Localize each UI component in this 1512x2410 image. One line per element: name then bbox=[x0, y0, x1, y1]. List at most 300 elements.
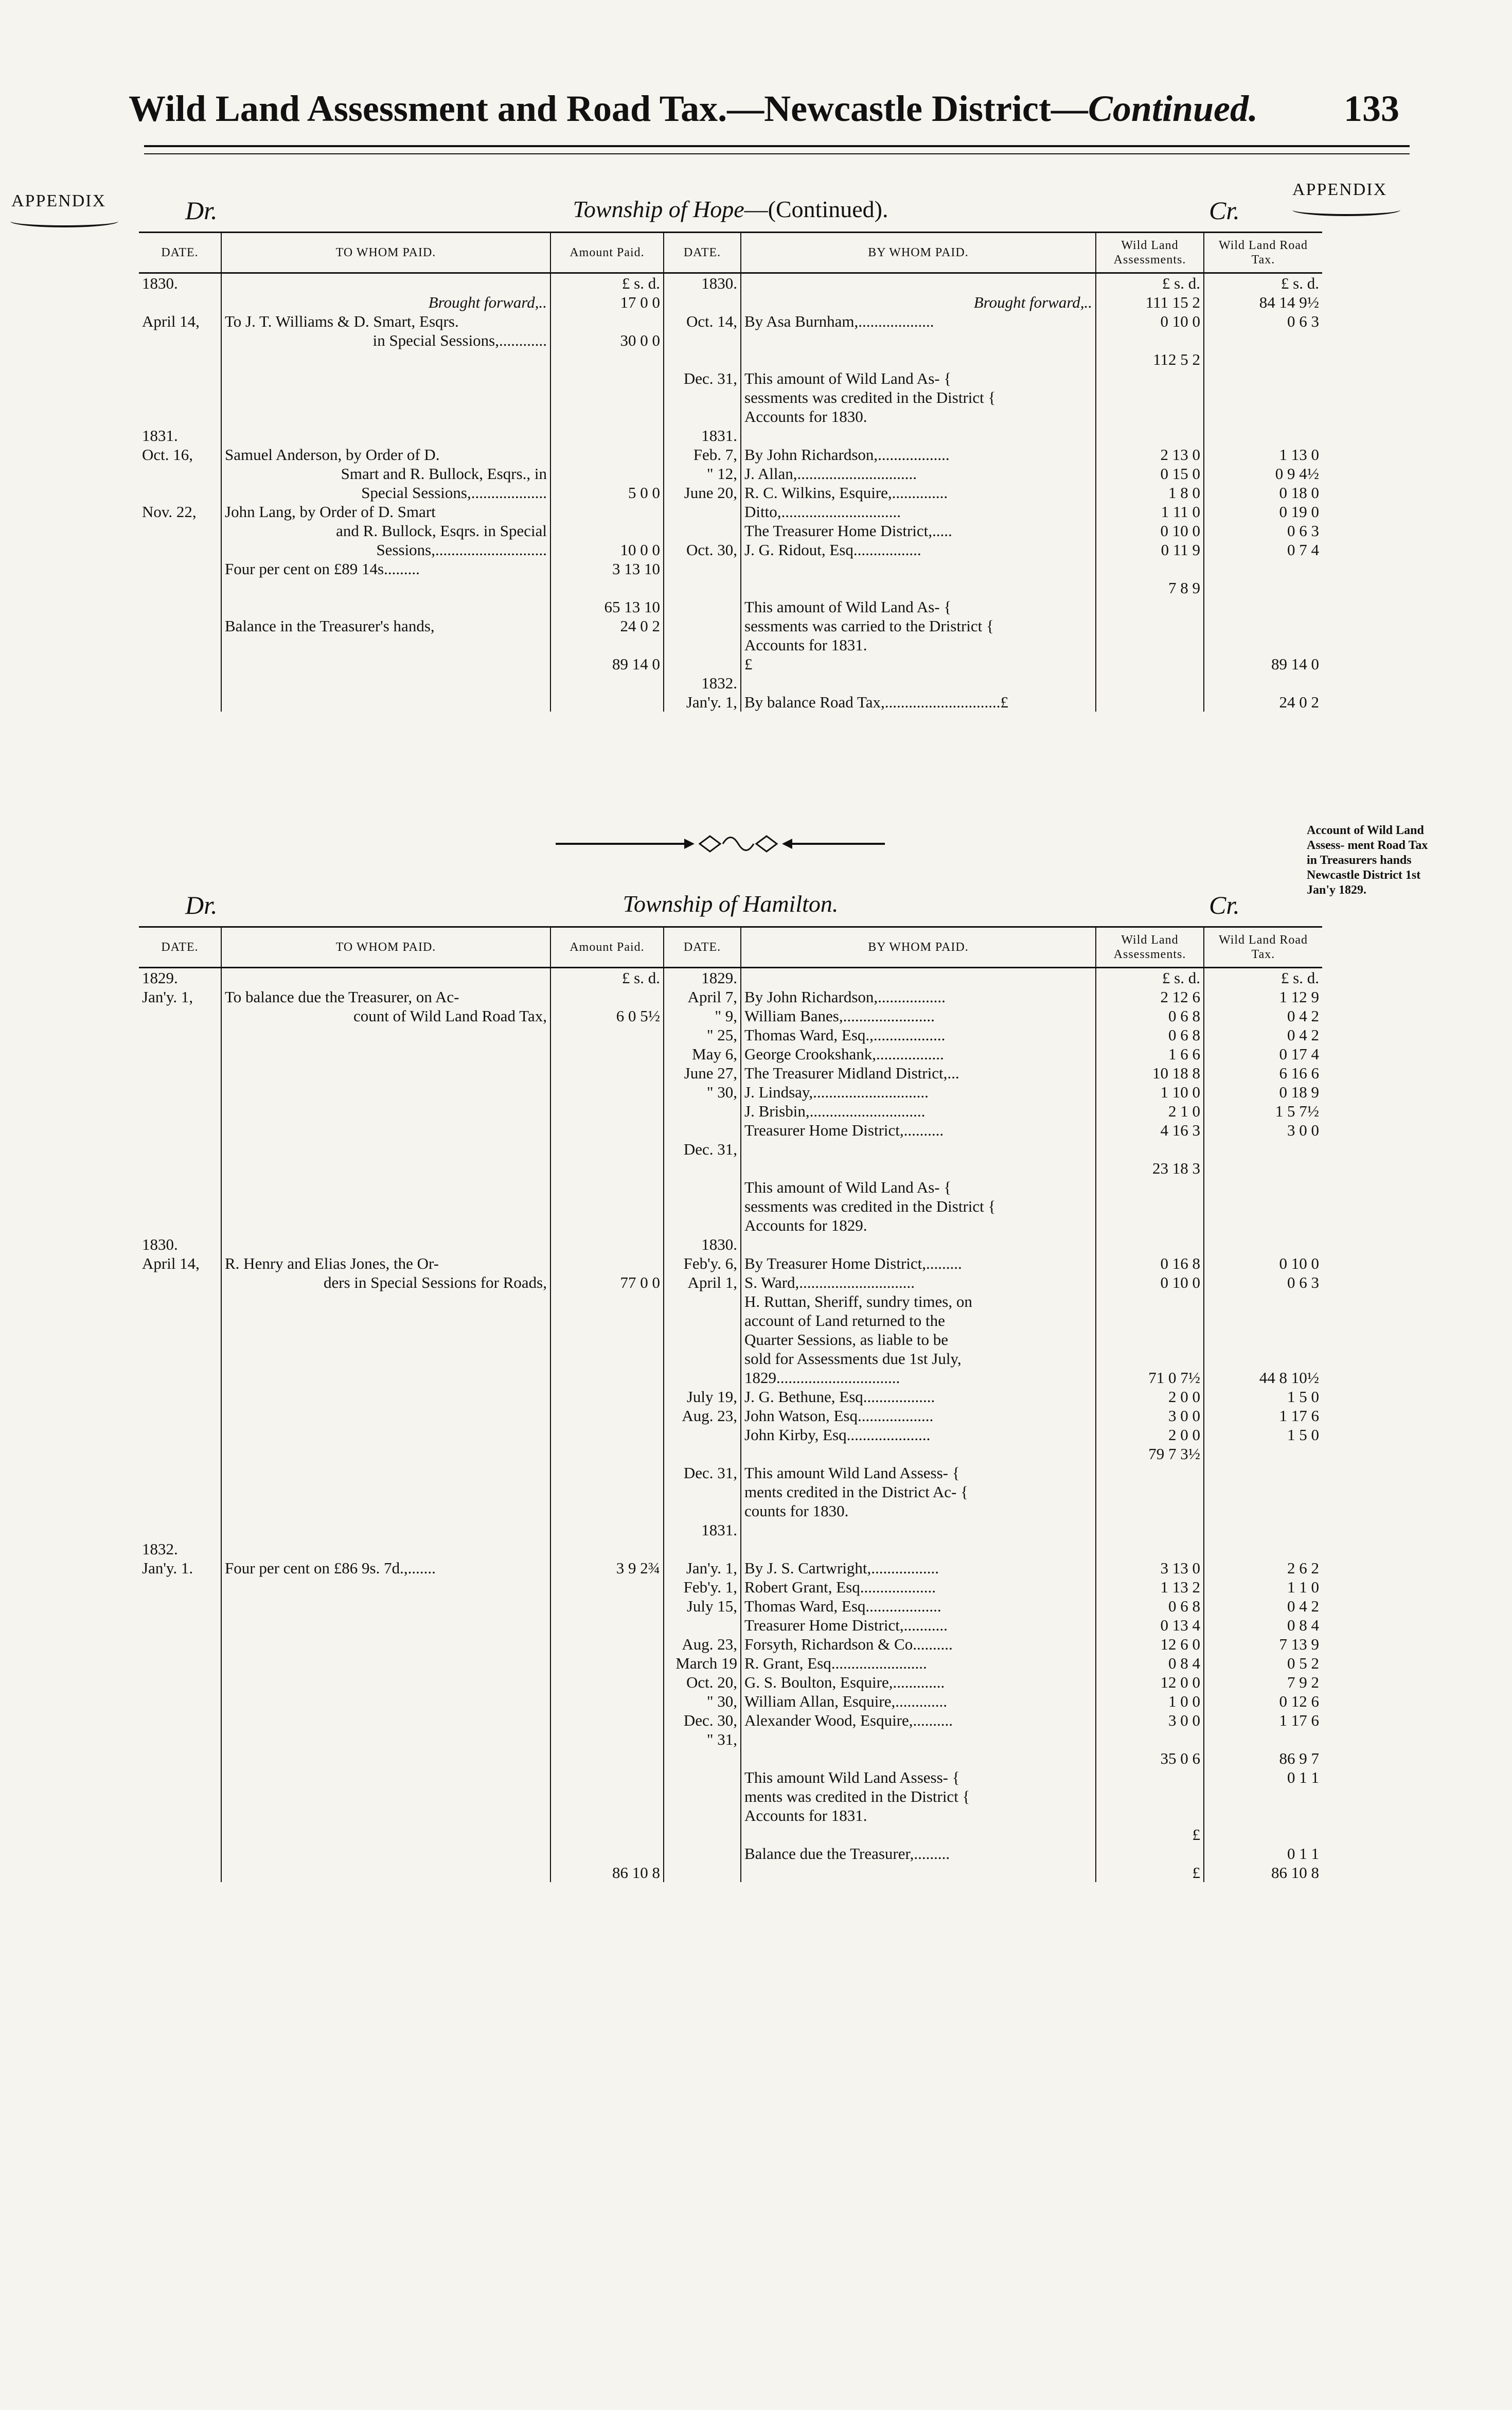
date-cell bbox=[139, 1387, 221, 1406]
to-whom-cell bbox=[221, 1216, 550, 1235]
road-tax-cell: 44 8 10½ bbox=[1204, 1368, 1322, 1387]
hamilton-township-title: Township of Hamilton. bbox=[622, 891, 839, 917]
to-whom-cell bbox=[221, 1482, 550, 1501]
amount-cell bbox=[550, 1102, 664, 1121]
date-cell bbox=[139, 1444, 221, 1463]
table-row bbox=[139, 369, 1322, 388]
amount-cell bbox=[550, 1311, 664, 1330]
date2-cell bbox=[664, 1844, 741, 1863]
by-whom-cell bbox=[741, 1235, 1096, 1254]
hamilton-heading bbox=[139, 885, 1322, 926]
road-tax-cell bbox=[1204, 1520, 1322, 1539]
date2-cell: 1831. bbox=[664, 426, 741, 445]
by-whom-cell: Accounts for 1830. bbox=[741, 407, 1096, 426]
hope-cr: Cr. bbox=[1209, 196, 1240, 225]
date2-cell: May 6, bbox=[664, 1044, 741, 1064]
date2-cell: April 1, bbox=[664, 1273, 741, 1292]
date-cell bbox=[139, 1616, 221, 1635]
road-tax-cell: 0 6 3 bbox=[1204, 1273, 1322, 1292]
to-whom-cell bbox=[221, 635, 550, 654]
amount-cell bbox=[550, 1254, 664, 1273]
table-row bbox=[139, 1044, 1322, 1064]
date-cell bbox=[139, 1597, 221, 1616]
amount-cell: 17 0 0 bbox=[550, 293, 664, 312]
amount-cell bbox=[550, 1673, 664, 1692]
date2-cell: Jan'y. 1, bbox=[664, 693, 741, 712]
wild-land-cell: 0 10 0 bbox=[1096, 1273, 1204, 1292]
date2-cell: Jan'y. 1, bbox=[664, 1558, 741, 1578]
to-whom-cell bbox=[221, 388, 550, 407]
date-cell bbox=[139, 1292, 221, 1311]
date-cell: Oct. 16, bbox=[142, 446, 193, 464]
wild-land-cell: 10 18 8 bbox=[1096, 1064, 1204, 1083]
amount-cell: 24 0 2 bbox=[550, 616, 664, 635]
table-row bbox=[139, 1406, 1322, 1425]
road-tax-cell: 1 5 7½ bbox=[1204, 1102, 1322, 1121]
wild-land-cell bbox=[1096, 1349, 1204, 1368]
hope-ledger-table bbox=[139, 232, 1322, 712]
by-whom-cell: This amount of Wild Land As- { bbox=[741, 369, 1096, 388]
wild-land-cell bbox=[1096, 407, 1204, 426]
table-row bbox=[139, 654, 1322, 674]
date-cell: April 14, bbox=[142, 1254, 200, 1272]
table-row bbox=[139, 1768, 1322, 1787]
by-whom-cell bbox=[741, 1140, 1096, 1159]
col-wild-land: Wild Land Assessments. bbox=[1096, 927, 1204, 968]
table-row bbox=[139, 1159, 1322, 1178]
date-cell bbox=[139, 331, 221, 350]
wild-land-cell: 12 0 0 bbox=[1096, 1673, 1204, 1692]
wild-land-cell bbox=[1096, 1482, 1204, 1501]
amount-cell bbox=[550, 1597, 664, 1616]
by-whom-cell: Accounts for 1831. bbox=[741, 635, 1096, 654]
date-cell: 1829. bbox=[142, 969, 178, 987]
road-tax-cell: 0 6 3 bbox=[1204, 312, 1322, 331]
road-tax-cell: 1 1 0 bbox=[1204, 1578, 1322, 1597]
table-row bbox=[139, 312, 1322, 331]
date2-cell bbox=[664, 1121, 741, 1140]
date2-cell: June 27, bbox=[664, 1064, 741, 1083]
date2-cell bbox=[664, 1349, 741, 1368]
date2-cell bbox=[664, 1749, 741, 1768]
wild-land-cell bbox=[1096, 1539, 1204, 1558]
wild-land-cell: 0 15 0 bbox=[1096, 464, 1204, 483]
by-whom-cell: S. Ward,............................. bbox=[741, 1273, 1096, 1292]
header-rule bbox=[144, 145, 1410, 147]
wild-land-cell: 0 16 8 bbox=[1096, 1254, 1204, 1273]
date2-cell bbox=[664, 1825, 741, 1844]
to-whom-cell bbox=[221, 1806, 550, 1825]
table-row bbox=[139, 1692, 1322, 1711]
table-row bbox=[139, 1064, 1322, 1083]
amount-cell bbox=[550, 635, 664, 654]
date2-cell: Feb. 7, bbox=[664, 445, 741, 464]
wild-land-cell: 3 0 0 bbox=[1096, 1406, 1204, 1425]
by-whom-cell: Thomas Ward, Esq.,.................. bbox=[741, 1025, 1096, 1044]
wild-land-cell bbox=[1096, 597, 1204, 616]
road-tax-cell: 0 4 2 bbox=[1204, 1025, 1322, 1044]
wild-land-cell: £ bbox=[1096, 1863, 1204, 1882]
amount-cell: £ s. d. bbox=[550, 273, 664, 293]
date-cell bbox=[139, 597, 221, 616]
by-whom-cell bbox=[741, 1520, 1096, 1539]
by-whom-cell: Brought forward,.. bbox=[741, 293, 1096, 312]
amount-cell bbox=[550, 1520, 664, 1539]
date-cell: April 14, bbox=[142, 312, 200, 330]
table-row bbox=[139, 502, 1322, 521]
table-row bbox=[139, 1444, 1322, 1463]
wild-land-cell bbox=[1096, 1292, 1204, 1311]
to-whom-cell bbox=[221, 1178, 550, 1197]
date2-cell: Aug. 23, bbox=[664, 1406, 741, 1425]
amount-cell bbox=[550, 1216, 664, 1235]
by-whom-cell: sessments was credited in the District { bbox=[741, 388, 1096, 407]
to-whom-cell: John Lang, by Order of D. Smart bbox=[221, 502, 550, 521]
to-whom-cell bbox=[221, 1368, 550, 1387]
road-tax-cell bbox=[1204, 426, 1322, 445]
table-row bbox=[139, 1178, 1322, 1197]
by-whom-cell: £ bbox=[741, 654, 1096, 674]
date-cell bbox=[139, 388, 221, 407]
date-cell bbox=[139, 1140, 221, 1159]
table-row bbox=[139, 1349, 1322, 1368]
by-whom-cell: Accounts for 1831. bbox=[741, 1806, 1096, 1825]
date-cell bbox=[139, 1692, 221, 1711]
road-tax-cell: 86 9 7 bbox=[1204, 1749, 1322, 1768]
hamilton-cr: Cr. bbox=[1209, 891, 1240, 919]
wild-land-cell: 1 0 0 bbox=[1096, 1692, 1204, 1711]
to-whom-cell: Four per cent on £86 9s. 7d.,....... bbox=[221, 1558, 550, 1578]
page-title: Wild Land Assessment and Road Tax.—Newcastle District—Continued. bbox=[129, 88, 1258, 129]
wild-land-cell bbox=[1096, 1140, 1204, 1159]
date2-cell: 1830. bbox=[664, 273, 741, 293]
date2-cell bbox=[664, 578, 741, 597]
by-whom-cell bbox=[741, 1825, 1096, 1844]
wild-land-cell bbox=[1096, 388, 1204, 407]
table-row bbox=[139, 1425, 1322, 1444]
date-cell bbox=[139, 1863, 221, 1882]
table-row bbox=[139, 1216, 1322, 1235]
table-row bbox=[139, 1863, 1322, 1882]
date-cell: Jan'y. 1, bbox=[142, 988, 193, 1006]
date-cell bbox=[139, 1654, 221, 1673]
to-whom-cell bbox=[221, 1330, 550, 1349]
road-tax-cell bbox=[1204, 369, 1322, 388]
col-wild-land: Wild Land Assessments. bbox=[1096, 233, 1204, 273]
to-whom-cell bbox=[221, 1501, 550, 1520]
by-whom-cell: J. Lindsay,............................. bbox=[741, 1083, 1096, 1102]
amount-cell bbox=[550, 502, 664, 521]
hamilton-header-row bbox=[139, 927, 1322, 968]
by-whom-cell: Forsyth, Richardson & Co.......... bbox=[741, 1635, 1096, 1654]
date2-cell bbox=[664, 1159, 741, 1178]
by-whom-cell bbox=[741, 1863, 1096, 1882]
amount-cell bbox=[550, 1806, 664, 1825]
amount-cell bbox=[550, 1444, 664, 1463]
road-tax-cell: 0 17 4 bbox=[1204, 1044, 1322, 1064]
by-whom-cell: This amount Wild Land Assess- { bbox=[741, 1463, 1096, 1482]
by-whom-cell: sold for Assessments due 1st July, bbox=[741, 1349, 1096, 1368]
date-cell bbox=[139, 1730, 221, 1749]
amount-cell bbox=[550, 1197, 664, 1216]
table-row bbox=[139, 331, 1322, 350]
table-row bbox=[139, 1330, 1322, 1349]
to-whom-cell: R. Henry and Elias Jones, the Or- bbox=[221, 1254, 550, 1273]
date-cell bbox=[139, 1768, 221, 1787]
to-whom-cell bbox=[221, 674, 550, 693]
to-whom-cell bbox=[221, 1197, 550, 1216]
date-cell bbox=[139, 1844, 221, 1863]
date-cell bbox=[139, 483, 221, 502]
road-tax-cell: £ s. d. bbox=[1204, 968, 1322, 988]
col-road-tax: Wild Land Road Tax. bbox=[1204, 927, 1322, 968]
date2-cell bbox=[664, 654, 741, 674]
date2-cell: Oct. 20, bbox=[664, 1673, 741, 1692]
table-row bbox=[139, 1235, 1322, 1254]
by-whom-cell: G. S. Boulton, Esquire,............. bbox=[741, 1673, 1096, 1692]
date2-cell: July 15, bbox=[664, 1597, 741, 1616]
to-whom-cell bbox=[221, 1749, 550, 1768]
to-whom-cell bbox=[221, 1635, 550, 1654]
wild-land-cell: 2 0 0 bbox=[1096, 1425, 1204, 1444]
date2-cell: Oct. 14, bbox=[664, 312, 741, 331]
road-tax-cell: £ s. d. bbox=[1204, 273, 1322, 293]
date-cell bbox=[139, 1520, 221, 1539]
amount-cell: 3 13 10 bbox=[550, 559, 664, 578]
road-tax-cell: 84 14 9½ bbox=[1204, 293, 1322, 312]
road-tax-cell bbox=[1204, 1216, 1322, 1235]
hope-heading bbox=[139, 190, 1322, 232]
amount-cell bbox=[550, 1501, 664, 1520]
amount-cell bbox=[550, 1140, 664, 1159]
to-whom-cell: Brought forward,.. bbox=[221, 293, 550, 312]
wild-land-cell: £ bbox=[1096, 1825, 1204, 1844]
table-row bbox=[139, 1616, 1322, 1635]
date2-cell: Dec. 31, bbox=[664, 1140, 741, 1159]
by-whom-cell bbox=[741, 674, 1096, 693]
wild-land-cell: 3 0 0 bbox=[1096, 1711, 1204, 1730]
table-row bbox=[139, 1520, 1322, 1539]
to-whom-cell bbox=[221, 1102, 550, 1121]
road-tax-cell: 0 18 9 bbox=[1204, 1083, 1322, 1102]
by-whom-cell: This amount of Wild Land As- { bbox=[741, 1178, 1096, 1197]
date-cell bbox=[139, 674, 221, 693]
wild-land-cell: 23 18 3 bbox=[1096, 1159, 1204, 1178]
table-row bbox=[139, 968, 1322, 988]
date2-cell bbox=[664, 635, 741, 654]
by-whom-cell: sessments was carried to the Dristrict { bbox=[741, 616, 1096, 635]
date-cell bbox=[139, 1044, 221, 1064]
amount-cell bbox=[550, 1025, 664, 1044]
amount-cell bbox=[550, 1235, 664, 1254]
date2-cell bbox=[664, 1482, 741, 1501]
to-whom-cell: Smart and R. Bullock, Esqrs., in bbox=[221, 464, 550, 483]
date2-cell: " 25, bbox=[664, 1025, 741, 1044]
left-margin-label: APPENDIX bbox=[11, 191, 106, 210]
wild-land-cell: 1 13 2 bbox=[1096, 1578, 1204, 1597]
date-cell bbox=[139, 1501, 221, 1520]
date2-cell bbox=[664, 1444, 741, 1463]
amount-cell bbox=[550, 1425, 664, 1444]
table-row bbox=[139, 1463, 1322, 1482]
wild-land-cell: 0 6 8 bbox=[1096, 1006, 1204, 1025]
date-cell bbox=[139, 1673, 221, 1692]
table-row bbox=[139, 1501, 1322, 1520]
road-tax-cell: 0 8 4 bbox=[1204, 1616, 1322, 1635]
date2-cell: April 7, bbox=[664, 987, 741, 1006]
table-row bbox=[139, 1102, 1322, 1121]
wild-land-cell bbox=[1096, 1520, 1204, 1539]
to-whom-cell bbox=[221, 407, 550, 426]
by-whom-cell bbox=[741, 1159, 1096, 1178]
by-whom-cell: John Kirby, Esq..................... bbox=[741, 1425, 1096, 1444]
date2-cell: Oct. 30, bbox=[664, 540, 741, 559]
to-whom-cell: Balance in the Treasurer's hands, bbox=[221, 616, 550, 635]
date-cell: 1832. bbox=[142, 1540, 178, 1558]
road-tax-cell: 1 5 0 bbox=[1204, 1387, 1322, 1406]
by-whom-cell bbox=[741, 273, 1096, 293]
date2-cell bbox=[664, 1368, 741, 1387]
table-row bbox=[139, 616, 1322, 635]
date-cell bbox=[139, 1635, 221, 1654]
wild-land-cell bbox=[1096, 616, 1204, 635]
date2-cell: " 12, bbox=[664, 464, 741, 483]
wild-land-cell: 0 10 0 bbox=[1096, 521, 1204, 540]
date2-cell bbox=[664, 616, 741, 635]
road-tax-cell bbox=[1204, 1140, 1322, 1159]
by-whom-cell: J. Allan,.............................. bbox=[741, 464, 1096, 483]
road-tax-cell: 7 9 2 bbox=[1204, 1673, 1322, 1692]
to-whom-cell bbox=[221, 1292, 550, 1311]
by-whom-cell: Thomas Ward, Esq................... bbox=[741, 1597, 1096, 1616]
page-number: 133 bbox=[1344, 88, 1399, 129]
table-row bbox=[139, 1387, 1322, 1406]
wild-land-cell bbox=[1096, 654, 1204, 674]
to-whom-cell bbox=[221, 1444, 550, 1463]
wild-land-cell: 2 13 0 bbox=[1096, 445, 1204, 464]
table-row bbox=[139, 1083, 1322, 1102]
road-tax-cell bbox=[1204, 1501, 1322, 1520]
wild-land-cell bbox=[1096, 426, 1204, 445]
table-row bbox=[139, 350, 1322, 369]
road-tax-cell: 0 5 2 bbox=[1204, 1654, 1322, 1673]
road-tax-cell: 0 12 6 bbox=[1204, 1692, 1322, 1711]
date-cell bbox=[139, 1102, 221, 1121]
to-whom-cell bbox=[221, 273, 550, 293]
date-cell bbox=[139, 369, 221, 388]
road-tax-cell bbox=[1204, 350, 1322, 369]
table-row bbox=[139, 1292, 1322, 1311]
amount-cell bbox=[550, 1349, 664, 1368]
amount-cell bbox=[550, 1044, 664, 1064]
road-tax-cell bbox=[1204, 1311, 1322, 1330]
to-whom-cell bbox=[221, 1463, 550, 1482]
by-whom-cell: William Banes,....................... bbox=[741, 1006, 1096, 1025]
amount-cell bbox=[550, 426, 664, 445]
to-whom-cell bbox=[221, 654, 550, 674]
date-cell: 1830. bbox=[142, 1235, 178, 1253]
col-road-tax: Wild Land Road Tax. bbox=[1204, 233, 1322, 273]
amount-cell bbox=[550, 1463, 664, 1482]
road-tax-cell bbox=[1204, 1292, 1322, 1311]
amount-cell bbox=[550, 1749, 664, 1768]
by-whom-cell: Accounts for 1829. bbox=[741, 1216, 1096, 1235]
wild-land-cell bbox=[1096, 674, 1204, 693]
amount-cell bbox=[550, 1482, 664, 1501]
date2-cell: 1829. bbox=[664, 968, 741, 988]
by-whom-cell: J. G. Bethune, Esq.................. bbox=[741, 1387, 1096, 1406]
road-tax-cell: 3 0 0 bbox=[1204, 1121, 1322, 1140]
to-whom-cell bbox=[221, 1121, 550, 1140]
date-cell bbox=[139, 1064, 221, 1083]
amount-cell: 89 14 0 bbox=[550, 654, 664, 674]
wild-land-cell: 2 1 0 bbox=[1096, 1102, 1204, 1121]
wild-land-cell: 0 6 8 bbox=[1096, 1597, 1204, 1616]
road-tax-cell bbox=[1204, 597, 1322, 616]
amount-cell bbox=[550, 312, 664, 331]
to-whom-cell bbox=[221, 1044, 550, 1064]
by-whom-cell: Ditto,.............................. bbox=[741, 502, 1096, 521]
date2-cell bbox=[664, 502, 741, 521]
road-tax-cell: 1 12 9 bbox=[1204, 987, 1322, 1006]
amount-cell: 30 0 0 bbox=[550, 331, 664, 350]
amount-cell bbox=[550, 674, 664, 693]
by-whom-cell bbox=[741, 1730, 1096, 1749]
road-tax-cell: 1 17 6 bbox=[1204, 1406, 1322, 1425]
table-row bbox=[139, 293, 1322, 312]
table-row bbox=[139, 635, 1322, 654]
to-whom-cell bbox=[221, 350, 550, 369]
by-whom-cell bbox=[741, 1539, 1096, 1558]
road-tax-cell bbox=[1204, 1349, 1322, 1368]
to-whom-cell bbox=[221, 1673, 550, 1692]
date-cell bbox=[139, 635, 221, 654]
to-whom-cell bbox=[221, 1597, 550, 1616]
table-row bbox=[139, 426, 1322, 445]
to-whom-cell: in Special Sessions,............ bbox=[221, 331, 550, 350]
wild-land-cell: 79 7 3½ bbox=[1096, 1444, 1204, 1463]
wild-land-cell bbox=[1096, 1787, 1204, 1806]
to-whom-cell bbox=[221, 1387, 550, 1406]
to-whom-cell bbox=[221, 597, 550, 616]
table-row bbox=[139, 1654, 1322, 1673]
wild-land-cell: 3 13 0 bbox=[1096, 1558, 1204, 1578]
wild-land-cell bbox=[1096, 1806, 1204, 1825]
by-whom-cell bbox=[741, 331, 1096, 350]
date-cell bbox=[139, 654, 221, 674]
road-tax-cell: 0 19 0 bbox=[1204, 502, 1322, 521]
amount-cell bbox=[550, 987, 664, 1006]
date-cell bbox=[139, 540, 221, 559]
table-row bbox=[139, 445, 1322, 464]
col-by-whom: BY WHOM PAID. bbox=[741, 927, 1096, 968]
amount-cell bbox=[550, 1844, 664, 1863]
to-whom-cell bbox=[221, 1311, 550, 1330]
to-whom-cell: ders in Special Sessions for Roads, bbox=[221, 1273, 550, 1292]
table-row bbox=[139, 1844, 1322, 1863]
to-whom-cell bbox=[221, 1825, 550, 1844]
by-whom-cell bbox=[741, 968, 1096, 988]
table-row bbox=[139, 1140, 1322, 1159]
wild-land-cell bbox=[1096, 635, 1204, 654]
table-row bbox=[139, 407, 1322, 426]
road-tax-cell bbox=[1204, 1806, 1322, 1825]
to-whom-cell: Four per cent on £89 14s......... bbox=[221, 559, 550, 578]
wild-land-cell: 1 8 0 bbox=[1096, 483, 1204, 502]
date2-cell bbox=[664, 1539, 741, 1558]
date-cell bbox=[139, 1749, 221, 1768]
to-whom-cell bbox=[221, 1083, 550, 1102]
